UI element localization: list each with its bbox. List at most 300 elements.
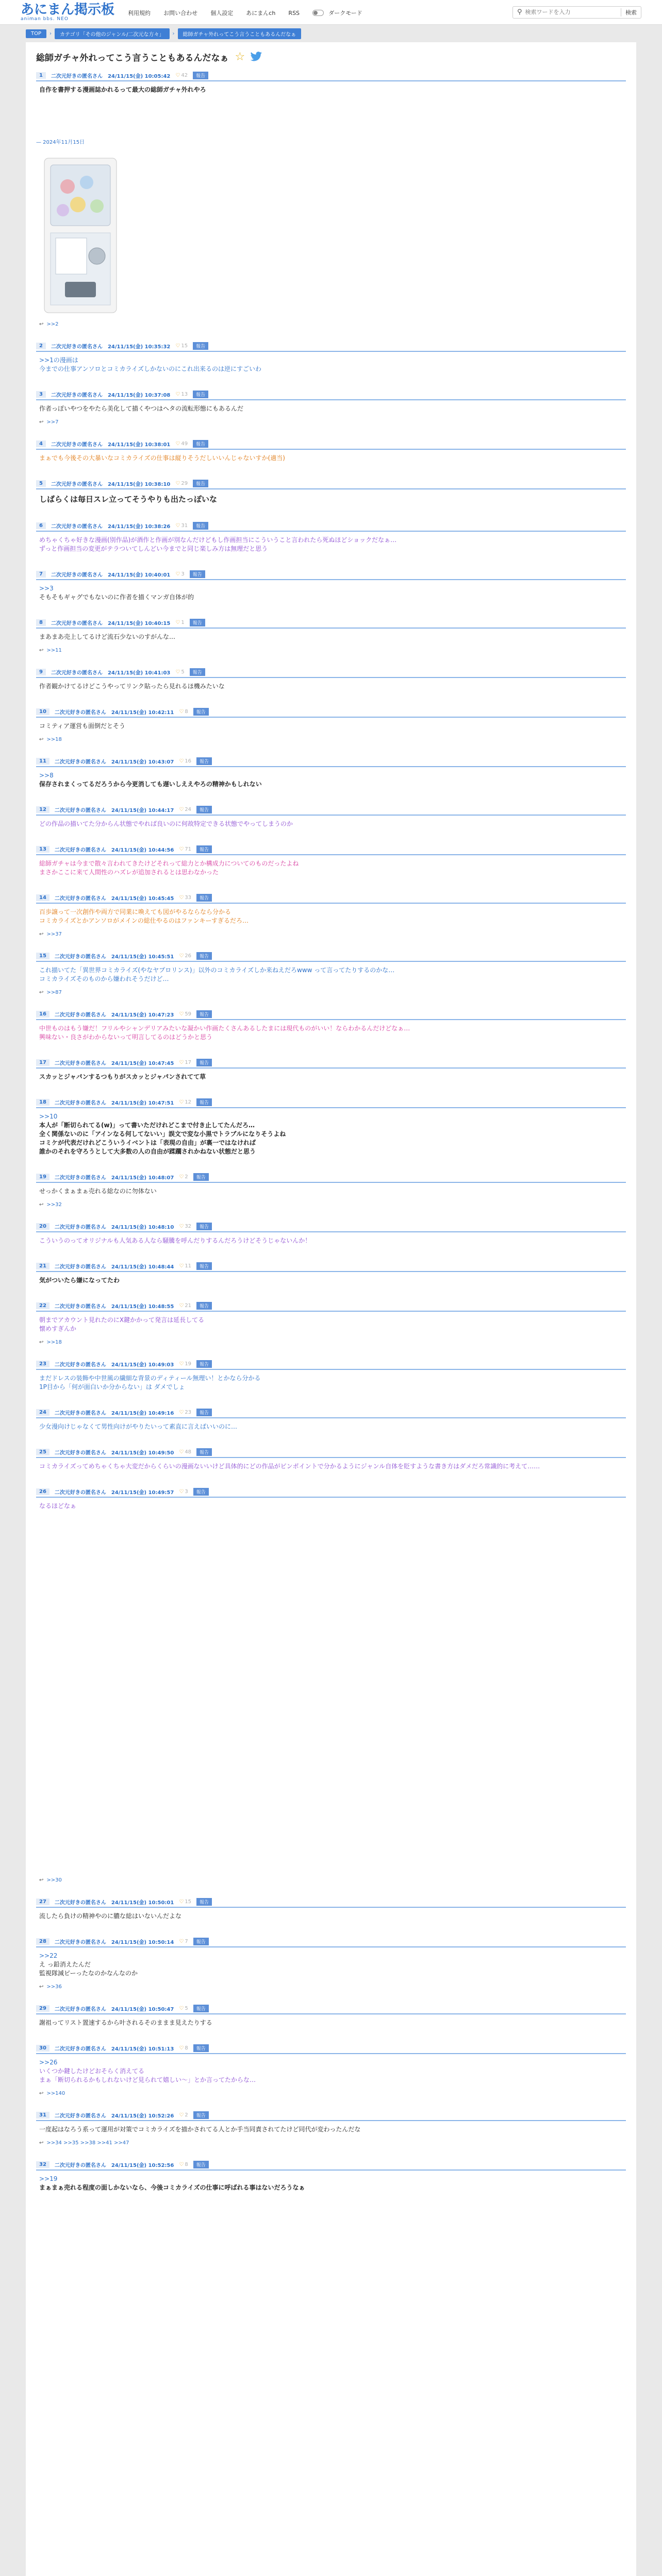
post-header [36,1172,626,1183]
like-icon[interactable]: ♡ [175,343,180,349]
post-number[interactable]: 1 [36,72,46,79]
reply-link-text[interactable]: >>30 [46,1877,62,1883]
post-body [36,1458,626,1473]
post-date: 24/11/15(金) 10:38:26 [107,523,171,530]
post-body [36,532,626,555]
logo-subtext: animan bbs. NEO [21,16,69,22]
report-button[interactable]: 報告 [190,668,205,676]
post-date: 24/11/15(金) 10:50:14 [111,1939,174,1945]
reply-arrow-icon: ↩ [39,419,44,425]
post-date: 24/11/15(金) 10:51:13 [111,2046,174,2052]
reply-link-text[interactable]: >>140 [46,2091,65,2096]
post-number[interactable]: 27 [36,1899,49,1905]
quote-link[interactable]: >>8 [39,772,54,779]
post-date: 24/11/15(金) 10:48:55 [111,1303,174,1310]
post-number[interactable]: 16 [36,1011,49,1018]
reply-arrow-icon: ↩ [39,2140,44,2146]
like-icon[interactable]: ♡ [179,708,184,715]
reply-arrow-icon: ↩ [39,1984,44,1990]
reply-links[interactable] [36,2087,626,2096]
reply-links[interactable] [36,415,626,425]
post-text: 気がついたら嫌になってたわ [39,1277,120,1284]
post-number[interactable]: 24 [36,1409,49,1416]
report-button[interactable]: 報告 [193,708,209,716]
like-icon[interactable]: ♡ [175,480,180,486]
post-author: 二次元好きの匿名さん [54,1060,106,1066]
quote-link[interactable]: >>22 [39,1952,58,1959]
post-body [36,1908,626,1923]
report-button[interactable]: 報告 [196,1448,212,1456]
post-body [36,352,626,376]
post-body [36,629,626,643]
like-count: 71 [185,846,192,852]
report-button[interactable]: 報告 [196,1223,212,1230]
post-number[interactable]: 20 [36,1223,49,1230]
post-header [36,892,626,904]
reply-arrow-icon: ↩ [39,990,44,995]
like-icon[interactable]: ♡ [179,1099,184,1105]
like-count: 5 [181,669,185,675]
post-body [36,2171,626,2194]
post-date: 24/11/15(金) 10:47:45 [111,1060,174,1066]
post-author: 二次元好きの匿名さん [54,1100,106,1106]
reply-links[interactable] [36,1335,626,1345]
post-number[interactable]: 21 [36,1263,49,1269]
post-body [36,1272,626,1287]
post [36,2159,626,2194]
like-count: 32 [185,1223,192,1229]
breadcrumb-separator: › [172,30,175,37]
post-author: 二次元好きの匿名さん [51,73,103,79]
post-text: しばらくは毎日スレ立ってそうやりも出たっぽいな [39,495,218,504]
post-text: 百歩譲って一次創作や両方で同業に喚えても図がやるならなら分かる [39,908,231,916]
post-body [36,400,626,415]
reply-links[interactable] [36,643,626,653]
like-icon[interactable]: ♡ [179,2045,184,2051]
like-icon[interactable]: ♡ [179,2161,184,2167]
post-text: 総師ガチャは今まで散々言われてきたけどそれって総力とか構成力についてのものだったよね [39,860,299,867]
nav-contact[interactable]: お問い合わせ [163,10,198,16]
post-body [36,580,626,604]
post-number[interactable]: 29 [36,2005,49,2012]
post-date: 24/11/15(金) 10:49:03 [111,1362,174,1368]
like-icon[interactable]: ♡ [175,72,180,78]
post-body [36,1069,626,1083]
post-header [36,706,626,718]
post-text: コミカライズってめちゃくちゃ大変だからくらいの漫画ないいけど具体的にどの作品がビンポイントで分かるようにジャンル自体を貶すような書き方はダメだろ常識的に考えて…… [39,1463,540,1470]
post-number[interactable]: 2 [36,343,46,349]
post-author: 二次元好きの匿名さん [54,1362,106,1368]
nav-settings[interactable]: 個人設定 [210,10,234,16]
report-button[interactable]: 報告 [196,1898,212,1906]
like-icon[interactable]: ♡ [179,806,184,812]
post [36,667,626,693]
post-text: コミカライズとかアンソロがメインの総仕やるのはファンキーすぎるだろ… [39,917,249,924]
nav-terms[interactable]: 利用規約 [128,10,151,16]
post-header [36,1407,626,1418]
post-author: 二次元好きの匿名さん [54,1264,106,1270]
post [36,478,626,507]
quote-link[interactable]: >>26 [39,2059,58,2066]
like-count: 12 [185,1099,192,1105]
breadcrumb-top[interactable]: TOP [26,29,46,38]
post-text: 誰かのそれを守ろうとして大多数の人の自由が蹂躙されかねない状態だと思う [39,1148,256,1155]
post-author: 二次元好きの匿名さん [54,1303,106,1310]
reply-links[interactable] [36,1873,626,1883]
post-text: めちゃくちゃ好きな漫画(別作品)が酒作と作画が別なんだけどもし作画担当にこういうこと言われたら死ぬほどショックだなぁ… [39,536,397,544]
post-number[interactable]: 23 [36,1361,49,1367]
post-body [36,1020,626,1044]
post-text: ずっと作画担当の変更がテラついてしんどい今までと同じ楽しみ方は無理だと思う [39,545,268,552]
nav-animanch[interactable]: あにまんch [246,10,276,16]
reply-link-text[interactable]: >>36 [46,1984,62,1990]
post-header [36,1009,626,1020]
post-number[interactable]: 11 [36,758,49,765]
post-body [36,450,626,465]
post-number[interactable]: 9 [36,669,46,675]
post-body [36,678,626,693]
post-list [36,70,626,2194]
post-header [36,1936,626,1947]
report-button[interactable]: 報告 [193,2005,209,2012]
post-text: 作者観かけてるけどこうやってリンク貼ったら見れるほ機みたいな [39,683,225,690]
report-button[interactable]: 報告 [193,391,208,398]
post-date-note: — 2024年11月15日 [36,140,85,145]
report-button[interactable]: 報告 [196,952,212,960]
post-date: 24/11/15(金) 10:50:47 [111,2006,174,2012]
report-button[interactable]: 報告 [196,1360,212,1368]
reply-links[interactable] [36,927,626,937]
like-icon[interactable]: ♡ [175,522,180,529]
like-icon[interactable]: ♡ [175,619,180,625]
dark-mode-toggle[interactable] [312,10,324,16]
like-icon[interactable]: ♡ [179,1488,184,1495]
quote-link[interactable]: >>3 [39,585,54,592]
thread-page [26,42,636,2576]
like-icon[interactable]: ♡ [175,391,180,397]
reply-links[interactable] [36,733,626,742]
like-count: 49 [181,440,188,447]
reply-arrow-icon: ↩ [39,2091,44,2096]
post-date: 24/11/15(金) 10:48:07 [111,1175,174,1181]
report-button[interactable]: 報告 [193,440,208,448]
post [36,1172,626,1208]
reply-link-text[interactable]: >>87 [46,990,62,995]
header-nav [128,7,373,17]
post-body [36,1108,626,1158]
post-text: コミケが代表だけれどこういうイベントは「表現の自由」が裏一ではなければ [39,1139,256,1146]
post-header [36,804,626,816]
like-icon[interactable]: ♡ [179,1938,184,1944]
report-button[interactable]: 報告 [196,806,212,814]
like-icon[interactable]: ♡ [179,1223,184,1229]
post-header [36,1221,626,1232]
report-button[interactable]: 報告 [190,570,205,578]
post-date: 24/11/15(金) 10:52:56 [111,2162,174,2168]
post-header [36,2110,626,2121]
like-count: 16 [185,758,192,764]
post-date: 24/11/15(金) 10:42:11 [111,709,174,716]
post-header [36,617,626,629]
like-icon[interactable]: ♡ [179,953,184,959]
like-icon[interactable]: ♡ [179,2005,184,2011]
reply-link-text[interactable]: >>18 [46,1340,62,1345]
post-author: 二次元好きの匿名さん [54,1939,106,1945]
report-button[interactable]: 報告 [196,1010,212,1018]
post-number[interactable]: 22 [36,1302,49,1309]
like-icon[interactable]: ♡ [179,846,184,852]
report-button[interactable]: 報告 [193,480,208,487]
post [36,844,626,879]
report-button[interactable]: 報告 [196,1262,212,1270]
header [0,0,662,25]
reply-links[interactable] [36,986,626,995]
like-icon[interactable]: ♡ [179,1449,184,1455]
post-number[interactable]: 30 [36,2045,49,2052]
post-header [36,1097,626,1108]
like-count: 21 [185,1302,192,1309]
like-icon[interactable]: ♡ [179,1361,184,1367]
report-button[interactable]: 報告 [193,2044,209,2052]
post-author: 二次元好きの匿名さん [54,2162,106,2168]
post-number[interactable]: 28 [36,1938,49,1945]
post-date: 24/11/15(金) 10:47:51 [111,1100,174,1106]
report-button[interactable]: 報告 [196,1059,212,1066]
post-number[interactable]: 6 [36,522,46,529]
post-date: 24/11/15(金) 10:52:26 [111,2113,174,2119]
like-count: 2 [185,2112,188,2118]
post-header [36,2159,626,2171]
breadcrumb [0,25,662,42]
reply-link-text[interactable]: >>34 >>35 >>38 >>41 >>47 [46,2140,129,2146]
search-box [512,6,641,19]
favorite-star-icon[interactable]: ☆ [235,50,245,63]
report-button[interactable]: 報告 [196,1409,212,1416]
post-author: 二次元好きの匿名さん [51,523,103,530]
post-body [36,1312,626,1335]
post-number[interactable]: 5 [36,480,46,487]
reply-link-text[interactable]: >>32 [46,1202,62,1208]
post-text: スカッとジャパンするつもりがスカッとジャパンされてて草 [39,1073,206,1080]
report-button[interactable]: 報告 [196,757,212,765]
post-text: 懐めすぎんか [39,1325,77,1332]
post-header [36,756,626,767]
post-number[interactable]: 31 [36,2112,49,2119]
like-icon[interactable]: ♡ [175,571,180,577]
post [36,1936,626,1990]
like-icon[interactable]: ♡ [179,1011,184,1017]
post-author: 二次元好きの匿名さん [54,1175,106,1181]
post-author: 二次元好きの匿名さん [51,620,103,626]
like-count: 33 [185,894,192,901]
post-spacer [36,1513,626,1873]
post-text: 興味ない・良さがわからないって明言してるのはどうかと思う [39,1033,213,1041]
reply-link-text[interactable]: >>18 [46,737,62,742]
report-button[interactable]: 報告 [193,522,208,530]
post-author: 二次元好きの匿名さん [54,2113,106,2119]
like-count: 29 [181,480,188,486]
like-icon[interactable]: ♡ [175,440,180,447]
breadcrumb-category[interactable]: カテゴリ「その他のジャンル/二次元な方々」 [55,28,170,39]
reply-link-text[interactable]: >>37 [46,931,62,937]
post [36,2003,626,2029]
site-logo[interactable] [21,3,114,22]
post [36,1057,626,1083]
post-text: 全く関係ないのに「アインなる何してないい」誤文で変な小黒でトラブルになりそうよね [39,1130,286,1138]
post-date: 24/11/15(金) 10:48:44 [111,1264,174,1270]
post-date: 24/11/15(金) 10:50:01 [111,1900,174,1906]
post-date: 24/11/15(金) 10:49:16 [111,1410,174,1416]
post-number[interactable]: 7 [36,571,46,578]
post-number[interactable]: 18 [36,1099,49,1106]
quote-link[interactable]: >>10 [39,1113,58,1120]
reply-link-text[interactable]: >>2 [46,321,59,327]
report-button[interactable]: 報告 [193,342,208,350]
reply-arrow-icon: ↩ [39,648,44,653]
report-button[interactable]: 報告 [193,2111,209,2119]
post-header [36,1300,626,1312]
post-date: 24/11/15(金) 10:47:23 [111,1012,174,1018]
report-button[interactable]: 報告 [196,1302,212,1310]
post-body [36,1183,626,1198]
post [36,1300,626,1345]
breadcrumb-separator: › [49,30,52,37]
post [36,2043,626,2096]
like-count: 48 [185,1449,192,1455]
post-text: 自作を書押する漫画誌かれるって最大の総師ガチャ外れやろ [39,86,206,93]
search-input[interactable] [525,9,621,15]
post-date: 24/11/15(金) 10:05:42 [107,73,171,79]
report-button[interactable]: 報告 [193,1173,209,1181]
logo-text: あにまん掲示板 [21,2,115,18]
report-button[interactable]: 報告 [193,1488,209,1496]
post-number[interactable]: 14 [36,894,49,901]
reply-arrow-icon: ↩ [39,737,44,742]
report-button[interactable]: 報告 [190,619,205,626]
report-button[interactable]: 報告 [193,2161,209,2168]
post-header [36,951,626,962]
post [36,1447,626,1473]
search-button[interactable]: 検索 [621,8,637,16]
post-text: 中世ものはもう嫌だ！フリルやシャンデリアみたいな凝かい作画たくさんあるしたまには現代ものがいい！ならわかるんだけどなぁ… [39,1025,410,1032]
post [36,341,626,376]
like-icon[interactable]: ♡ [179,1174,184,1180]
post-body [36,1947,626,1980]
like-icon[interactable]: ♡ [179,1263,184,1269]
reply-link-text[interactable]: >>7 [46,419,59,425]
post-text: まさかここに来て人間性のハズレが追加されるとは思わなかった [39,869,219,876]
post-date: 24/11/15(金) 10:43:07 [111,759,174,765]
post-number[interactable]: 12 [36,806,49,813]
like-count: 2 [185,1174,188,1180]
post-number[interactable]: 15 [36,953,49,959]
post-text: どの作品の描いてた分からん状態でやれば良いのに何故特定できる状態でやってしまうのか [39,820,293,827]
post-text: 保存されまくってるだろうから今更消しても遅いしええやろの精神かもしれない [39,781,262,788]
post-number[interactable]: 10 [36,708,49,715]
report-button[interactable]: 報告 [196,1098,212,1106]
like-icon[interactable]: ♡ [175,669,180,675]
like-count: 3 [185,1488,188,1495]
like-count: 8 [185,2045,188,2051]
post-text: 朝までアカウント見れたのにX鍵かかって発言は延長してる [39,1316,205,1324]
post-header [36,2003,626,2014]
post-date: 24/11/15(金) 10:41:03 [107,670,171,676]
quote-link[interactable]: >>19 [39,2175,58,2182]
post-date: 24/11/15(金) 10:35:32 [107,344,171,350]
reply-links[interactable] [36,2136,626,2146]
post-header [36,667,626,678]
quote-link[interactable]: >>1の漫画は [39,357,78,364]
post-date: 24/11/15(金) 10:44:56 [111,847,174,853]
reply-links[interactable] [36,1980,626,1990]
like-count: 5 [185,2005,188,2011]
like-icon[interactable]: ♡ [179,2112,184,2118]
post [36,804,626,831]
post-number[interactable]: 19 [36,1174,49,1180]
post-text: 一度起はなろう系って運用が対策でコミカライズを描かされてる人とか手当同責されてたけど同代が変わったんだな [39,2126,361,2133]
post [36,951,626,995]
post-body [36,1232,626,1247]
post-number[interactable]: 8 [36,619,46,626]
post-number[interactable]: 4 [36,440,46,447]
post-body [36,1498,626,1513]
report-button[interactable]: 報告 [196,845,212,853]
like-icon[interactable]: ♡ [179,1409,184,1415]
reply-link-text[interactable]: >>11 [46,648,62,653]
like-icon[interactable]: ♡ [179,894,184,901]
post [36,1896,626,1923]
post-author: 二次元好きの匿名さん [51,392,103,398]
post-number[interactable]: 26 [36,1488,49,1495]
post-header [36,1057,626,1069]
post-number[interactable]: 17 [36,1059,49,1066]
like-icon[interactable]: ♡ [179,1059,184,1065]
like-icon[interactable]: ♡ [179,1302,184,1309]
report-button[interactable]: 報告 [193,1938,209,1945]
post-date: 24/11/15(金) 10:40:15 [107,620,171,626]
reply-links[interactable] [36,1198,626,1208]
report-button[interactable]: 報告 [193,72,208,79]
post-author: 二次元好きの匿名さん [54,847,106,853]
like-icon[interactable]: ♡ [179,758,184,764]
post-author: 二次元好きの匿名さん [54,759,106,765]
post [36,1221,626,1247]
reply-arrow-icon: ↩ [39,321,44,327]
post-text: そもそもギャグでもないのに作者を描くマンガ自体が的 [39,594,194,601]
post-number[interactable]: 32 [36,2161,49,2168]
twitter-share-icon[interactable] [250,52,262,62]
post-number[interactable]: 13 [36,846,49,853]
post-author: 二次元好きの匿名さん [54,1410,106,1416]
like-count: 17 [185,1059,192,1065]
post-date: 24/11/15(金) 10:45:51 [111,954,174,960]
gacha-machine-image[interactable] [39,156,122,315]
post-header [36,341,626,352]
thread-title: 総師ガチャ外れってこう言うこともあるんだなぁ [36,53,229,63]
nav-rss[interactable]: RSS [288,10,300,16]
reply-links[interactable] [36,317,626,327]
post-header [36,1896,626,1908]
post-author: 二次元好きの匿名さん [54,2006,106,2012]
like-icon[interactable]: ♡ [179,1899,184,1905]
post-author: 二次元好きの匿名さん [51,670,103,676]
post-author: 二次元好きの匿名さん [54,1489,106,1496]
report-button[interactable]: 報告 [196,894,212,902]
post-number[interactable]: 25 [36,1449,49,1455]
search-icon: ⚲ [517,8,522,16]
post-number[interactable]: 3 [36,391,46,398]
breadcrumb-thread[interactable]: 総師ガチャ外れってこう言うこともあるんだなぁ [178,28,302,39]
